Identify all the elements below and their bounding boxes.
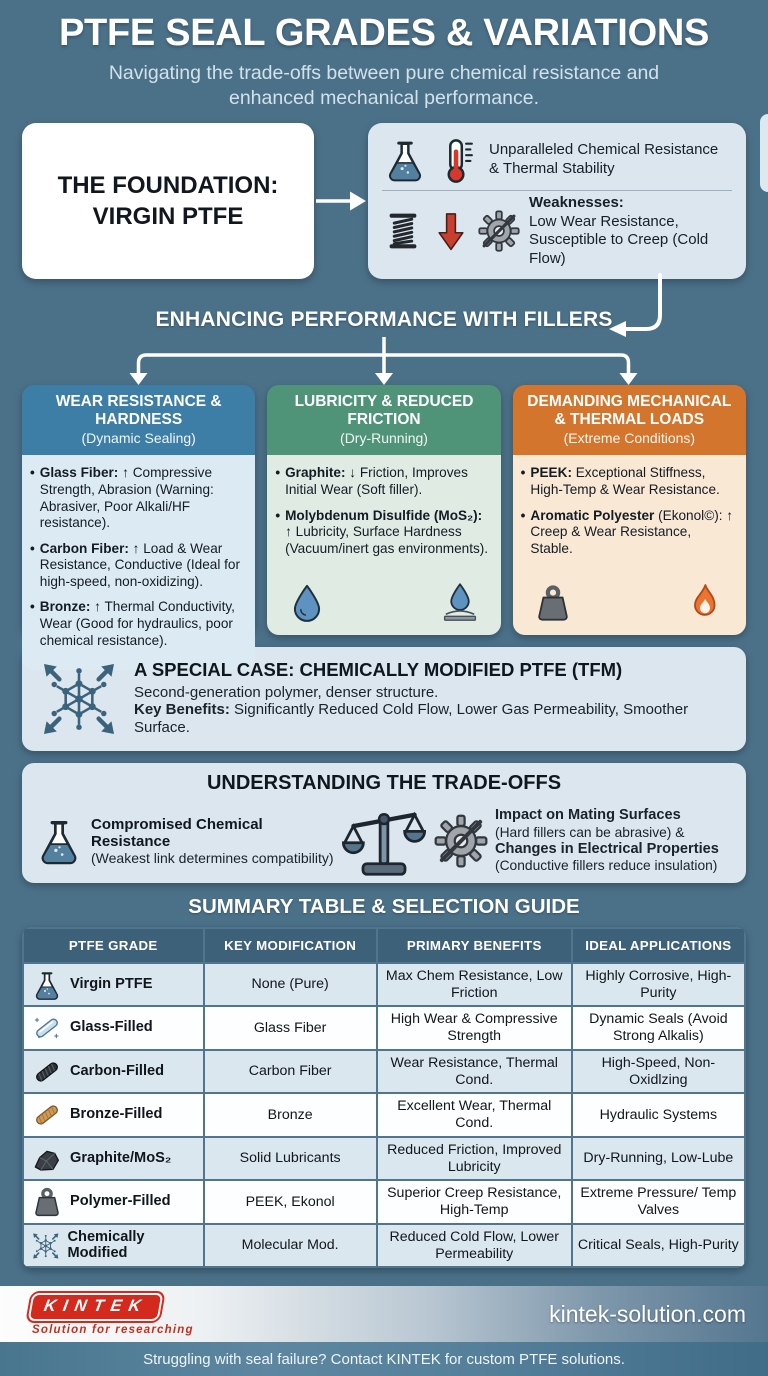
glass-rod-icon (31, 1012, 63, 1044)
foundation-card (22, 123, 314, 279)
bullet-item: • Bronze: ↑ Thermal Conductivity, Wear (Good for hydraulics, poor chemical resistance). (30, 599, 235, 648)
carbon-rod-icon (31, 1056, 63, 1088)
fillers-heading-row (0, 305, 768, 335)
flask-icon (34, 816, 84, 866)
benefits-cell: Max Chem Resistance, Low Friction (377, 963, 572, 1007)
applications-cell: Highly Corrosive, High-Purity (572, 963, 745, 1007)
kintek-logo (30, 1293, 194, 1336)
table-row (23, 1180, 745, 1224)
weaknesses-row (382, 194, 732, 269)
gear-slash-icon (478, 210, 520, 252)
grade-label: Graphite/MoS₂ (70, 1149, 172, 1166)
bronze-rod-icon (31, 1099, 63, 1131)
benefits-cell: Wear Resistance, Thermal Cond. (377, 1050, 572, 1094)
column-body (22, 455, 255, 670)
tfm-benefits-label: Key Benefits: (134, 701, 230, 719)
droplet-icon (287, 583, 327, 623)
table-row (23, 1006, 745, 1050)
tfm-benefits (134, 701, 730, 738)
table-row (23, 963, 745, 1007)
column-title: WEAR RESISTANCE & HARDNESS (55, 392, 222, 428)
filler-columns (22, 385, 746, 648)
modification-cell: Molecular Mod. (204, 1224, 377, 1268)
column-wear-resistance (22, 385, 255, 648)
tradeoffs-left-bold: Compromised Chemical Resistance (91, 815, 263, 850)
benefits-cell: Reduced Friction, Improved Lubricity (377, 1137, 572, 1181)
bullet-item: • Glass Fiber: ↑ Compressive Strength, Abrasion (Warning: Abrasiver, Poor Alkali/HF resistance). (30, 465, 214, 531)
column-lubricity (267, 385, 500, 635)
spring-icon (382, 210, 424, 252)
header (0, 0, 768, 111)
tradeoffs-left (34, 816, 334, 867)
table-row (23, 1093, 745, 1137)
column-title: DEMANDING MECHANICAL & THERMAL LOADS (527, 392, 732, 428)
grade-label: Chemically Modified (67, 1229, 145, 1261)
grade-cell (23, 1224, 204, 1268)
tfm-text (134, 660, 730, 738)
tradeoffs-right-line1: Impact on Mating Surfaces (495, 807, 681, 824)
column-header (267, 385, 500, 456)
tradeoffs-right-line2: (Hard fillers can be abrasive) & (495, 824, 685, 840)
bullet-item: • Carbon Fiber: ↑ Load & Wear Resistance, Conductive (Ideal for high-speed, non-oxidizing). (30, 540, 240, 589)
page-title: PTFE SEAL GRADES & VARIATIONS (58, 12, 710, 54)
table-header-cell: PRIMARY BENEFITS (377, 928, 572, 963)
tfm-line1: Second-generation polymer, denser structure. (134, 684, 439, 702)
modification-cell: PEEK, Ekonol (204, 1180, 377, 1224)
foundation-title-line1: THE FOUNDATION: (57, 171, 279, 199)
gear-slash-icon (434, 814, 488, 868)
flame-icon (685, 583, 725, 623)
benefits-cell: Reduced Cold Flow, Lower Permeability (377, 1224, 572, 1268)
applications-cell: Critical Seals, High-Purity (572, 1224, 745, 1268)
weight-icon (31, 1186, 63, 1218)
benefits-cell: Superior Creep Resistance, High-Temp (377, 1180, 572, 1224)
bullet-item: • Aromatic Polyester (Ekonol©): ↑ Creep & Wear Resistance, Stable. (520, 507, 734, 556)
grade-label: Carbon-Filled (70, 1062, 165, 1079)
graphite-icon (31, 1143, 63, 1175)
logo-text: KINTEK (42, 1296, 150, 1315)
bullet-item: • PEEK: Exceptional Stiffness, High-Temp & Wear Resistance. (520, 465, 720, 497)
thermometer-icon (434, 137, 480, 183)
column-body (267, 455, 500, 634)
footer-cta: Struggling with seal failure? Contact KINTEK for custom PTFE solutions. (143, 1350, 625, 1368)
summary-table (22, 927, 746, 1269)
grade-label: Polymer-Filled (70, 1193, 171, 1210)
table-row (23, 1137, 745, 1181)
grade-label: Virgin PTFE (70, 975, 153, 992)
table-row (23, 1224, 745, 1268)
grade-cell (23, 963, 204, 1007)
column-title: LUBRICITY & REDUCED FRICTION (294, 392, 474, 428)
flow-arrow-icon (314, 188, 368, 214)
droplet-surface-icon (440, 583, 480, 623)
website-url: kintek-solution.com (549, 1300, 746, 1327)
grade-cell (23, 1180, 204, 1224)
column-body (513, 455, 746, 634)
applications-cell: Dynamic Seals (Avoid Strong Alkalis) (572, 1006, 745, 1050)
modification-cell: None (Pure) (204, 963, 377, 1007)
divider (382, 190, 732, 191)
tradeoffs-section (22, 763, 746, 883)
molecule-icon (31, 1230, 60, 1262)
strengths-text: Unparalleled Chemical Resistance & Thermal Stability (489, 141, 719, 177)
arrow-down-icon (430, 210, 472, 252)
logo-tagline: Solution for researching (32, 1323, 194, 1336)
footer-cta-strip (0, 1342, 768, 1376)
foundation-section (22, 123, 746, 279)
benefits-cell: High Wear & Compressive Strength (377, 1006, 572, 1050)
grade-label: Glass-Filled (70, 1019, 153, 1036)
benefits-cell: Excellent Wear, Thermal Cond. (377, 1093, 572, 1137)
modification-cell: Bronze (204, 1093, 377, 1137)
tfm-title: A SPECIAL CASE: CHEMICALLY MODIFIED PTFE (TFM) (134, 658, 623, 680)
table-header-cell: PTFE GRADE (23, 928, 204, 963)
column-header (22, 385, 255, 456)
page-subtitle: Navigating the trade-offs between pure chemical resistance and enhanced mechanical performance. (108, 61, 660, 109)
strengths-row (382, 133, 732, 187)
column-header (513, 385, 746, 456)
table-row (23, 1050, 745, 1094)
weaknesses-label: Weaknesses: (529, 193, 624, 211)
summary-heading: SUMMARY TABLE & SELECTION GUIDE (188, 894, 580, 918)
applications-cell: High-Speed, Non-Oxidlzing (572, 1050, 745, 1094)
bullet-item: • Graphite: ↓ Friction, Improves Initial Wear (Soft filler). (275, 465, 468, 497)
tfm-benefits-text: Significantly Reduced Cold Flow, Lower Gas Permeability, Smoother Surface. (134, 701, 689, 737)
foundation-properties-panel (368, 123, 746, 279)
applications-cell: Hydraulic Systems (572, 1093, 745, 1137)
table-header-cell: KEY MODIFICATION (204, 928, 377, 963)
tradeoffs-row (34, 799, 734, 883)
tradeoffs-left-sub: (Weakest link determines compatibility) (91, 850, 334, 866)
tradeoffs-title: UNDERSTANDING THE TRADE-OFFS (206, 771, 562, 794)
footer-bar (0, 1286, 768, 1342)
flask-icon (31, 969, 63, 1001)
tradeoffs-right-line4: (Conductive fillers reduce insulation) (495, 858, 718, 874)
weaknesses-text (529, 194, 732, 269)
grade-cell (23, 1137, 204, 1181)
table-header-cell: IDEAL APPLICATIONS (572, 928, 745, 963)
column-subtitle: (Dry-Running) (340, 430, 428, 447)
tradeoffs-right (434, 807, 734, 874)
curved-arrow-icon (592, 273, 676, 349)
applications-cell: Dry-Running, Low-Lube (572, 1137, 745, 1181)
column-subtitle: (Extreme Conditions) (563, 430, 696, 447)
column-demanding-loads (513, 385, 746, 635)
tradeoffs-right-line3: Changes in Electrical Properties (495, 840, 719, 857)
grade-cell (23, 1093, 204, 1137)
edge-decoration (760, 114, 768, 192)
modification-cell: Glass Fiber (204, 1006, 377, 1050)
fillers-heading: ENHANCING PERFORMANCE WITH FILLERS (155, 307, 613, 331)
weight-icon (533, 583, 573, 623)
flask-icon (382, 137, 428, 183)
modification-cell: Solid Lubricants (204, 1137, 377, 1181)
scale-icon (342, 799, 426, 883)
foundation-title-line2: VIRGIN PTFE (92, 202, 244, 230)
molecule-icon (38, 658, 120, 740)
bullet-item: • Molybdenum Disulfide (MoS₂): ↑ Lubricity, Surface Hardness (Vacuum/inert gas environments). (275, 507, 489, 556)
column-subtitle: (Dynamic Sealing) (81, 430, 196, 447)
modification-cell: Carbon Fiber (204, 1050, 377, 1094)
grade-label: Bronze-Filled (70, 1106, 163, 1123)
grade-cell (23, 1050, 204, 1094)
grade-cell (23, 1006, 204, 1050)
weaknesses-detail: Low Wear Resistance, Susceptible to Creep (Cold Flow) (529, 212, 709, 268)
applications-cell: Extreme Pressure/ Temp Valves (572, 1180, 745, 1224)
